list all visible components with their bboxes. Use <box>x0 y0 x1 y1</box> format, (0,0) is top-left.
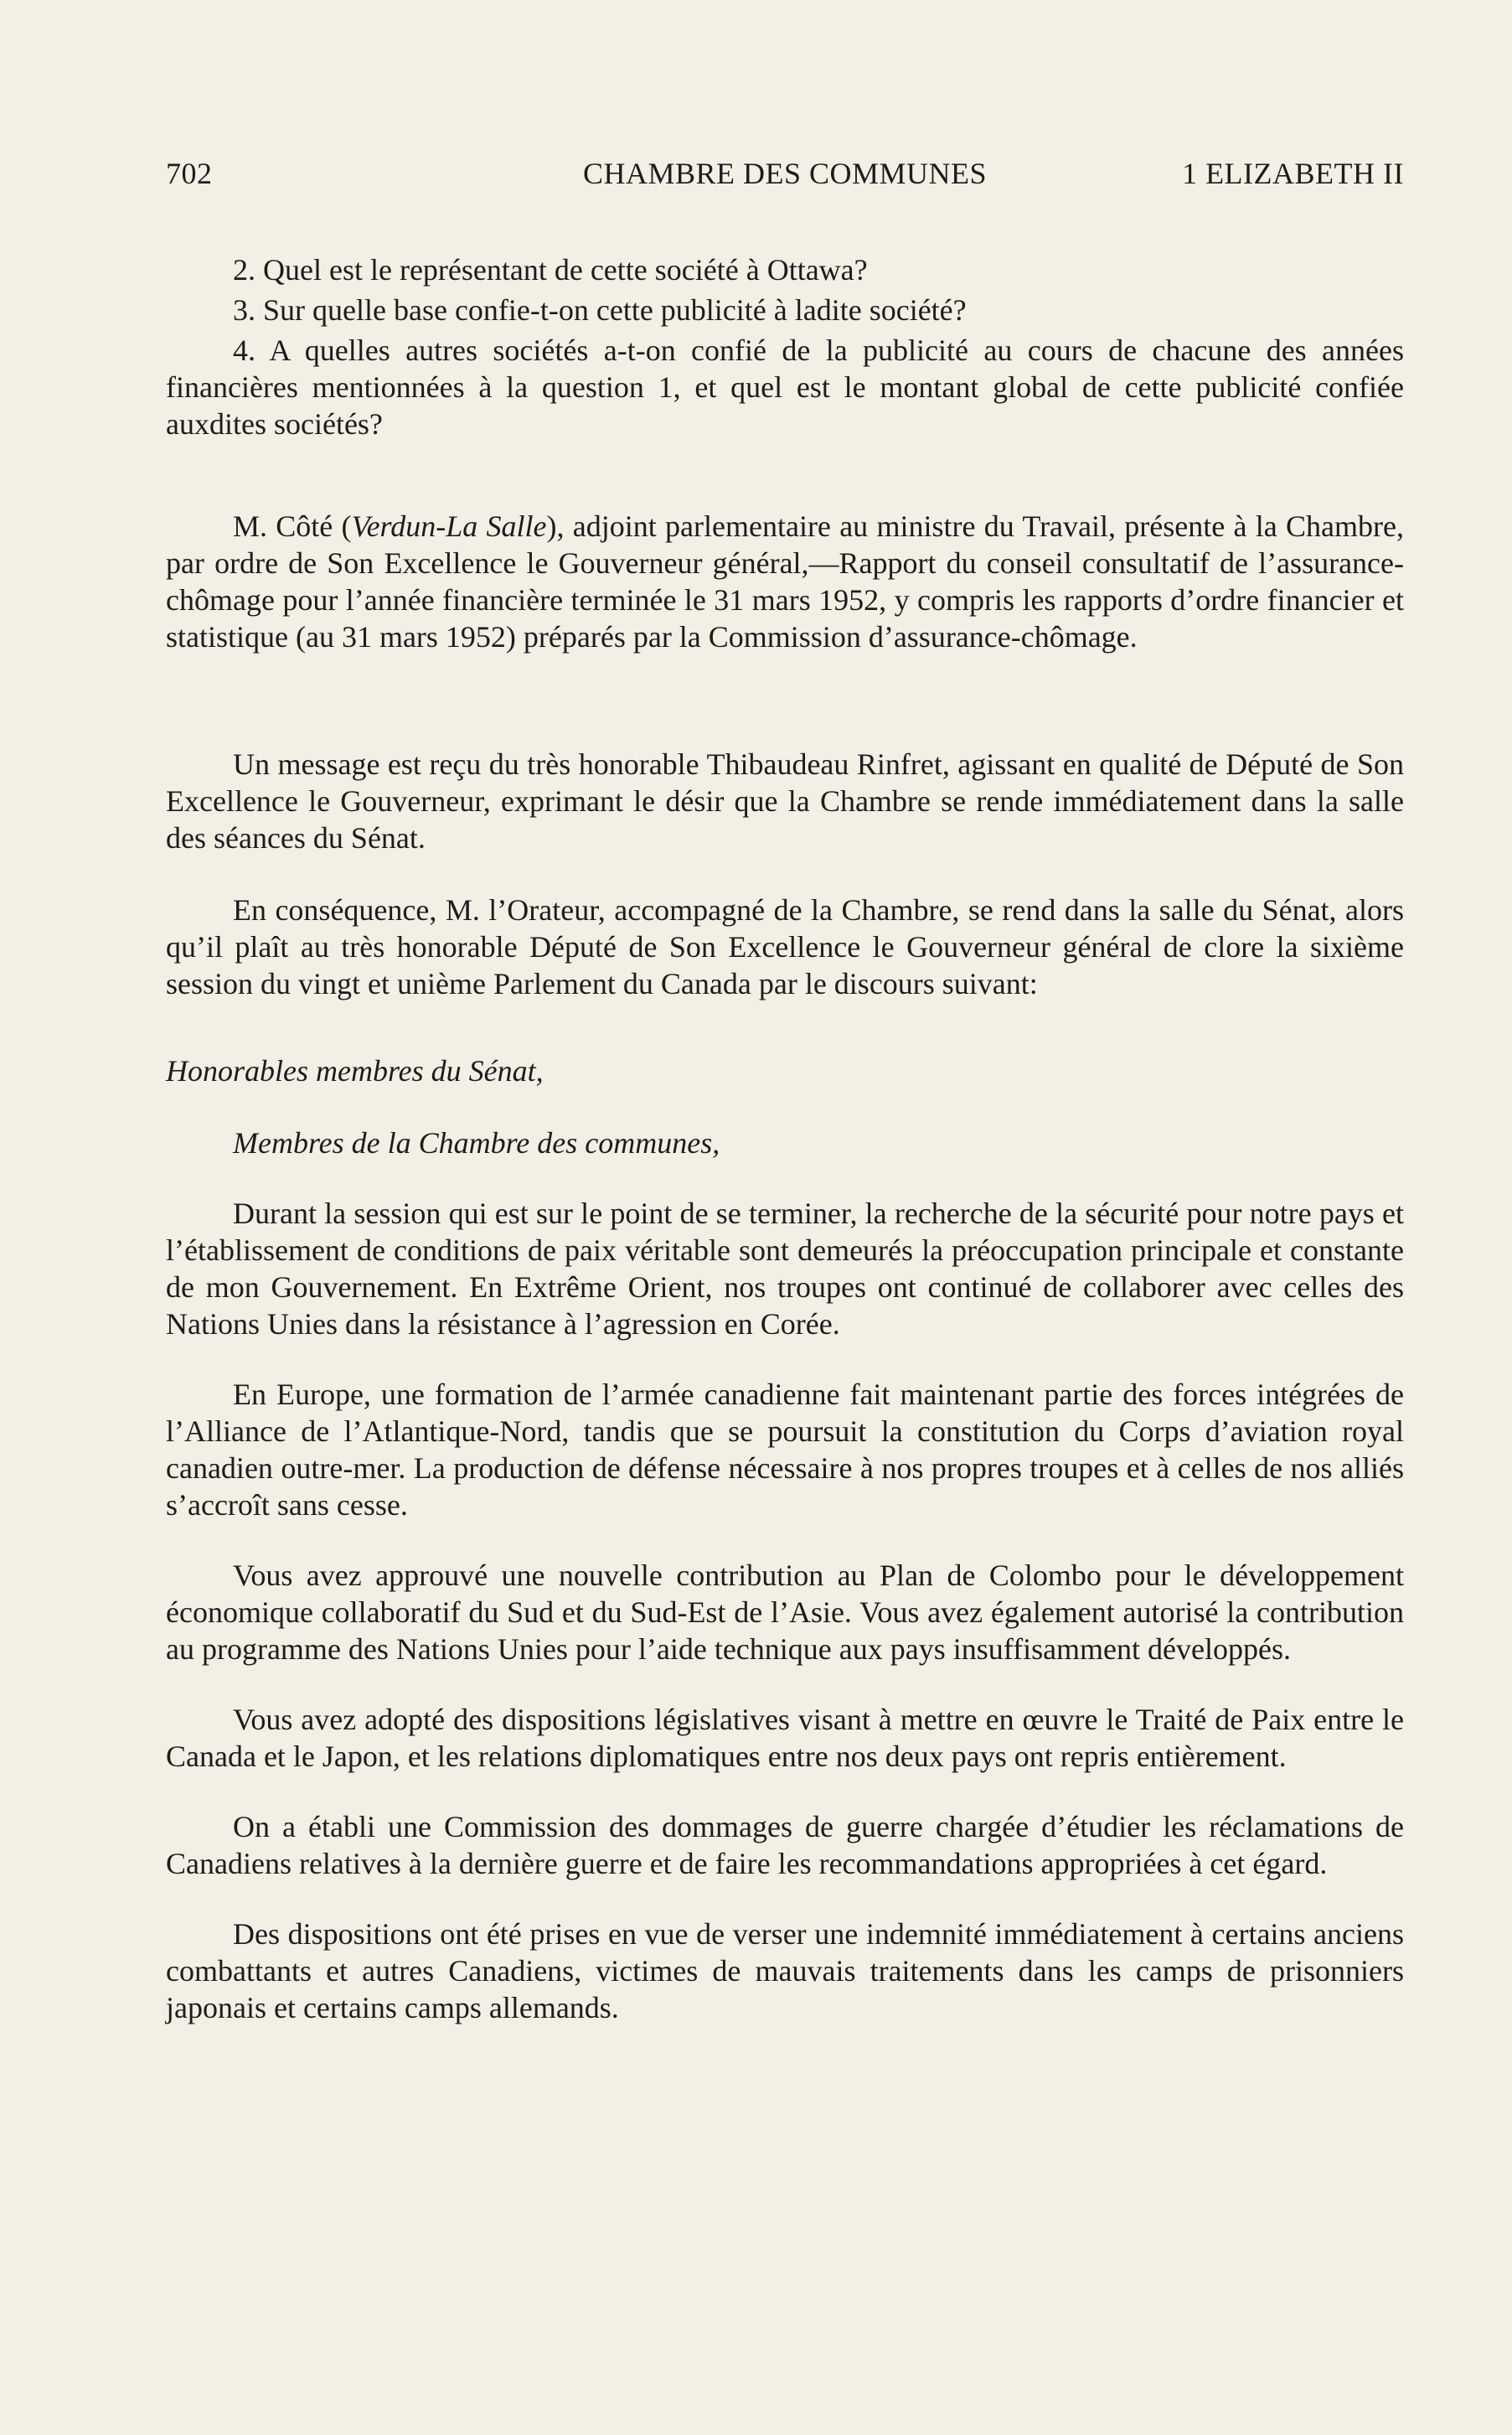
message-paragraph: Un message est reçu du très honorable Thibaudeau Rinfret, agissant en qualité de Député de Son Excellence le Gouverneur, exprimant le désir que la Chambre se rende immédiatement dans la salle des séances du Sénat. <box>166 747 1404 855</box>
salutation-senate: Honorables membres du Sénat, <box>166 1054 544 1088</box>
question-2: 2. Quel est le représentant de cette société à Ottawa? <box>233 253 868 287</box>
speech-paragraph-1: Durant la session qui est sur le point de se terminer, la recherche de la sécurité pour notre pays et l’établissement de conditions de paix véritable sont demeurés la préoccupation principale et constante de mon Gouvernement. En Extrême Orient, nos troupes ont continué de collaborer avec celles des Nations Unies dans la résistance à l’agression en Corée. <box>166 1197 1404 1341</box>
report-riding: Verdun-La Salle <box>351 509 547 543</box>
speech-paragraph-4: Vous avez adopté des dispositions législatives visant à mettre en œuvre le Traité de Paix entre le Canada et le Japon, et les relations diplomatiques entre nos deux pays ont repris entièrement. <box>166 1703 1404 1773</box>
question-4: 4. A quelles autres sociétés a-t-on confié de la publicité au cours de chacune des années financières mentionnées à la question 1, et quel est le montant global de cette publicité confiée auxdites sociétés? <box>166 333 1404 441</box>
report-paragraph <box>166 508 1404 655</box>
report-text: ), adjoint parlementaire au ministre du Travail, présente à la Chambre, par ordre de Son Excellence le Gouverneur général,—Rapport du conseil consultatif de l’assurance-chômage pour l’année financière terminée le 31 mars 1952, y compris les rapports d’ordre financier et statistique (au 31 mars 1952) préparés par la Commission d’assurance-chômage. <box>166 509 1404 654</box>
speech-paragraph-2: En Europe, une formation de l’armée canadienne fait maintenant partie des forces intégrées de l’Alliance de l’Atlantique-Nord, tandis que se poursuit la constitution du Corps d’aviation royal canadien outre-mer. La production de défense nécessaire à nos propres troupes et à celles de nos alliés s’accroît sans cesse. <box>166 1378 1404 1522</box>
document-page <box>166 156 1404 2401</box>
speech-paragraph-6: Des dispositions ont été prises en vue de verser une indemnité immédiatement à certains anciens combattants et autres Canadiens, victimes de mauvais traitements dans les camps de prisonniers japonais et certains camps allemands. <box>166 1917 1404 2024</box>
speech-paragraph-3: Vous avez approuvé une nouvelle contribution au Plan de Colombo pour le développement économique collaboratif du Sud et du Sud-Est de l’Asie. Vous avez également autorisé la contribution au programme des Nations Unies pour l’aide technique aux pays insuffisamment développés. <box>166 1559 1404 1666</box>
consequence-paragraph: En conséquence, M. l’Orateur, accompagné de la Chambre, se rend dans la salle du Sénat, alors qu’il plaît au très honorable Député de Son Excellence le Gouverneur général de clore la sixième session du vingt et unième Parlement du Canada par le discours suivant: <box>166 893 1404 1000</box>
speech-paragraph-5: On a établi une Commission des dommages de guerre chargée d’étudier les réclamations de Canadiens relatives à la dernière guerre et de faire les recommandations appropriées à cet égard. <box>166 1810 1404 1880</box>
header-title: CHAMBRE DES COMMUNES <box>582 157 988 190</box>
salutation-commons: Membres de la Chambre des communes, <box>233 1126 720 1160</box>
running-header <box>166 156 1404 203</box>
page-body <box>166 251 1404 2026</box>
question-3: 3. Sur quelle base confie-t-on cette publicité à ladite société? <box>233 293 967 327</box>
page-number: 702 <box>166 157 213 190</box>
header-reign: 1 ELIZABETH II <box>1182 157 1404 190</box>
report-member: M. Côté ( <box>233 509 352 543</box>
